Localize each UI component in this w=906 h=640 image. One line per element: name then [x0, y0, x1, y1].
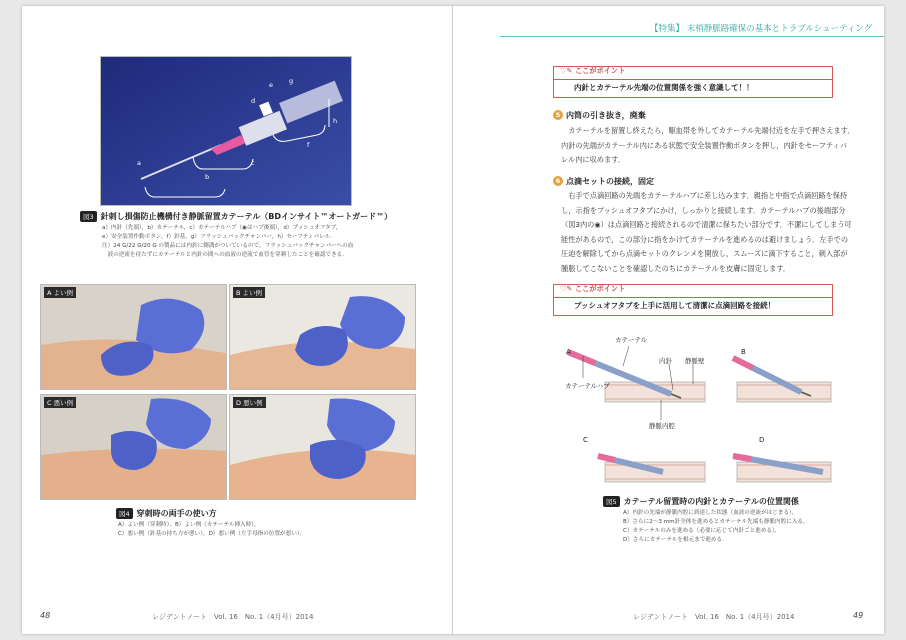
fig4-panel-d	[229, 394, 416, 500]
fig3-badge: 図3	[80, 211, 97, 222]
point-heading-2: ♡✎ ここがポイント	[560, 284, 626, 293]
section6-line: 腫脹してこないことを確認したのちにカテーテルを皮膚に固定します．	[561, 263, 791, 273]
left-footer-journal: レジデントノート Vol. 16 No. 1（4月号）2014	[152, 613, 314, 621]
hands-photo-a	[41, 285, 226, 389]
section6-line: 圧迫を解除してから点滴セットのクレンメを開放し，スムーズに滴下すること，刺入部が	[561, 249, 848, 258]
fig4-panel-b	[229, 284, 416, 390]
catheter-illustration	[101, 57, 351, 205]
hub-c	[598, 456, 615, 460]
fig4-panel-a	[40, 284, 227, 390]
hub-a	[568, 352, 595, 363]
fig3-letter-b: b	[205, 173, 210, 181]
magazine-spread	[22, 6, 884, 634]
fig5-label-c: C	[583, 436, 588, 444]
fig3-caption-line: e）安全装置作動ボタン，f）針基，g）フラッシュバックチャンバー，h）セーフティバレル．	[102, 234, 336, 240]
fig4-title	[116, 508, 217, 519]
hands-photo-c	[41, 395, 226, 499]
fig5-label-catheter: カテーテル	[615, 336, 648, 344]
fig4-panel-a-label: A よい例	[44, 287, 76, 298]
section6-body	[561, 189, 852, 276]
fig4-panel-c	[40, 394, 227, 500]
section6-line: （図3内の◉）は点滴回路と接続されるので清潔に保ちたい部分です．不潔にしてしまう可	[561, 220, 852, 229]
fig3-letter-h: h	[333, 117, 338, 125]
section5-line: レル内に収めます．	[561, 155, 625, 164]
running-header-tag: 【特集】	[650, 24, 685, 34]
fig5-label-vessel-wall: 静脈壁	[685, 357, 705, 365]
fig3-photo	[100, 56, 352, 206]
fig5-label-catheter-hub: カテーテルハブ	[565, 382, 610, 390]
point-text-2: プッシュオフタブを上手に活用して清潔に点滴回路を接続！	[574, 301, 776, 310]
fig5-label-vessel-lumen: 静脈内腔	[649, 422, 675, 430]
fig3-title	[80, 211, 392, 222]
point-heading-1-text: ここがポイント	[574, 66, 626, 75]
right-footer-journal: レジデントノート Vol. 16 No. 1（4月号）2014	[633, 613, 795, 621]
fig4-panel-d-label: D 悪い例	[233, 397, 266, 408]
fig3-letter-c: c	[251, 159, 255, 167]
section6-line: 能性があるので，この部分に指をかけてカテーテルを進めるのは避けましょう．左手での	[561, 234, 849, 244]
fig3-letter-f: f	[307, 141, 310, 149]
fig4-caption-line: A）よい例（穿刺時），B）よい例（カテーテル挿入時），	[118, 522, 260, 528]
running-header	[650, 22, 872, 34]
fig5-caption-line: C）カテーテルのみを進める（必要に応じて内針ごと進める），	[623, 528, 781, 534]
fig5-label-a: A	[566, 348, 571, 356]
point-heading-1: ♡✎ ここがポイント	[560, 66, 626, 75]
fig3-caption-line: a）内針（先端），b）カテーテル，c）カテーテルハブ（◉はハブ後端），d）プッシュオフタブ，	[102, 225, 342, 231]
point-box-1	[553, 66, 833, 98]
section5-number: 5	[553, 110, 563, 120]
fig5-label-inner-needle: 内針	[659, 357, 672, 365]
fig5-label-b: B	[741, 348, 746, 356]
hands-photo-d	[230, 395, 415, 499]
section5-body	[561, 124, 854, 168]
fig5-badge: 図5	[603, 496, 620, 507]
fig3-caption-line: 液の逆流を待たずにカテーテルと内針の間への血液の逆流で血管を穿刺したことを確認できる．	[102, 252, 348, 258]
fig4-title-text: 穿刺時の両手の使い方	[136, 509, 217, 518]
fig3-letter-a: a	[137, 159, 141, 167]
fig4-panel-b-label: B よい例	[233, 287, 265, 298]
section6-number: 6	[553, 176, 563, 186]
section6-title: 点滴セットの接続，固定	[566, 177, 654, 186]
left-page-number: 48	[40, 611, 51, 620]
running-header-title: 末梢静脈路確保の基本とトラブルシューティング	[686, 24, 873, 34]
section6-heading	[553, 176, 654, 187]
fig4-badge: 図4	[116, 508, 133, 519]
fig4-caption-line: C）悪い例（針基の持ち方が悪い），D）悪い例（左手母指の位置が悪い）．	[118, 531, 306, 537]
fig3-letter-e: e	[269, 81, 273, 89]
section5-heading	[553, 110, 646, 121]
point-box-2	[553, 284, 833, 316]
point-text-1: 内針とカテーテル先端の位置関係を強く意識して！！	[574, 83, 754, 92]
fig5-label-d: D	[759, 436, 765, 444]
fig3-letter-d: d	[251, 97, 256, 105]
right-page-number: 49	[853, 611, 864, 620]
right-page	[453, 6, 884, 634]
header-rule	[500, 36, 884, 37]
fig4-caption	[118, 521, 305, 539]
fig3-letter-g: g	[289, 77, 294, 85]
section5-title: 内筒の引き抜き，廃棄	[566, 111, 646, 120]
fig5-title-text: カテーテル留置時の内針とカテーテルの位置関係	[623, 497, 799, 506]
section5-line: 内針の先端がカテーテル内にある状態で安全装置作動ボタンを押し，内針をセーフティバ	[561, 140, 847, 150]
fig3-caption-line: 注）24 G/22 G/20 G の製品には内針に側溝がついているので，フラッシュバックチャンバーへの血	[102, 243, 354, 249]
fig5-caption	[623, 509, 809, 545]
section6-line: し，示指をプッシュオフタブにかけ，しっかりと接続します．カテーテルハブの後端部分	[561, 205, 846, 215]
section5-line: カテーテルを留置し終えたら，駆血帯を外してカテーテル先端付近を左手で押さえます．	[561, 126, 855, 135]
fig3-caption	[102, 224, 353, 260]
fig5-title	[603, 496, 799, 507]
fig5-caption-line: B）さらに2〜3 mm針全体を進めるとカテーテル先端も静脈内腔に入る，	[623, 519, 809, 525]
point-divider-2	[554, 297, 832, 298]
fig5-diagram	[553, 328, 833, 494]
fig5-caption-line: D）さらにカテーテルを根元まで進める．	[623, 537, 728, 543]
point-divider-1	[554, 79, 832, 80]
section6-line: 右手で点滴回路の先端をカテーテルハブに差し込みます．親指と中指で点滴回路を保持	[561, 191, 848, 200]
hub-d	[733, 456, 751, 459]
hub-b	[733, 358, 753, 368]
fig4-panel-c-label: C 悪い例	[44, 397, 76, 408]
left-page	[22, 6, 453, 634]
fig3-title-text: 針刺し損傷防止機構付き静脈留置カテーテル（BDインサイト™オートガード™）	[100, 212, 393, 221]
point-heading-2-text: ここがポイント	[574, 284, 626, 293]
fig5-caption-line: A）内針の先端が静脈内腔に到達した状態（血液の逆流がはじまる），	[623, 510, 798, 516]
hands-photo-b	[230, 285, 415, 389]
